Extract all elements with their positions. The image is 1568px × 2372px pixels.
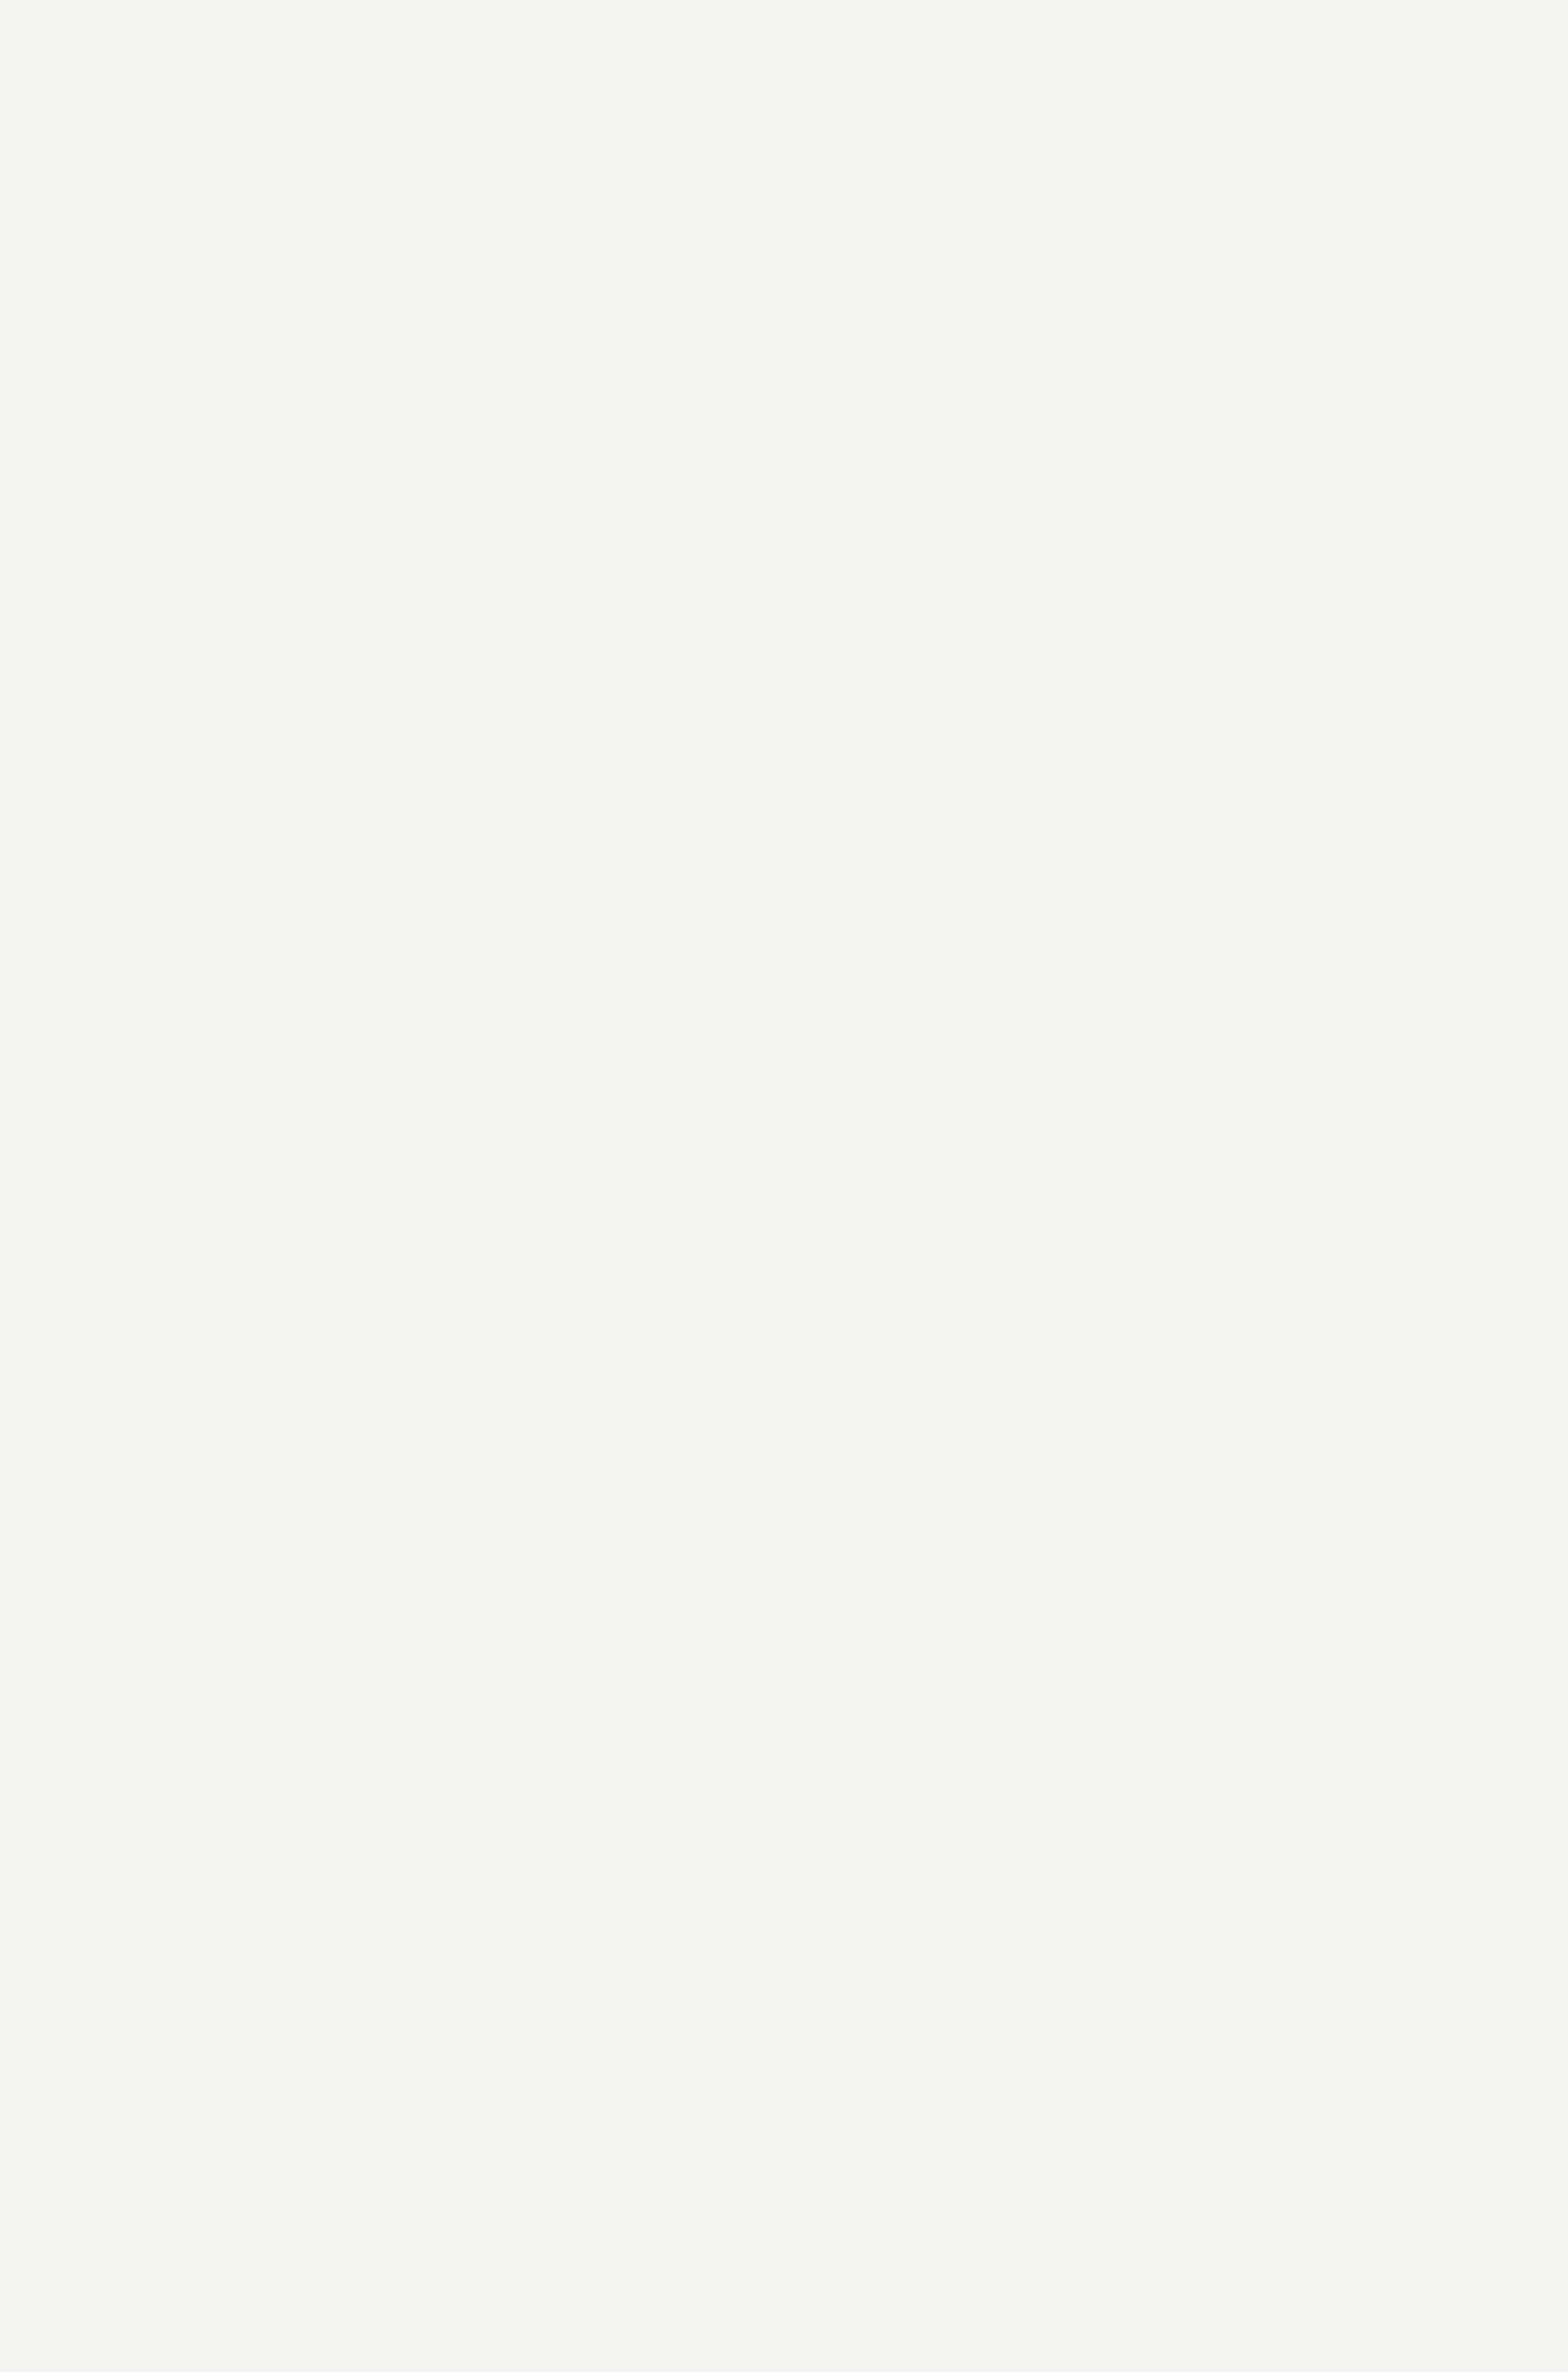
lyric-line: [69, 970, 1487, 1011]
bass-staff-3: [69, 1652, 1487, 1796]
bass-staff-1: [69, 612, 1487, 757]
lyric-line: [69, 1092, 1487, 1132]
lyric-line: [69, 1051, 1487, 1092]
lyric-line: [69, 1484, 1487, 1525]
music-system-1: [69, 266, 1487, 774]
treble-staff-3: [69, 1340, 1487, 1484]
lyric-line: [69, 439, 1487, 479]
lyric-line: [69, 1565, 1487, 1606]
music-system-2: [69, 791, 1487, 1294]
treble-staff-2: [69, 814, 1487, 959]
lyric-line: [69, 1525, 1487, 1565]
lyric-line: [69, 2019, 1487, 2059]
lyric-line: [69, 1606, 1487, 1646]
lyric-line: [69, 1011, 1487, 1051]
music-system-3: [69, 1305, 1487, 1808]
music-system-4: [69, 1825, 1487, 2183]
treble-staff-4: [69, 1848, 1487, 1993]
lyric-line: [69, 479, 1487, 520]
bass-staff-4: [69, 2068, 1487, 2212]
lyric-line: [69, 560, 1487, 601]
treble-staff-1: [69, 306, 1487, 450]
bass-staff-2: [69, 1138, 1487, 1282]
tune-line: [0, 203, 1568, 240]
lyric-line: [69, 520, 1487, 560]
